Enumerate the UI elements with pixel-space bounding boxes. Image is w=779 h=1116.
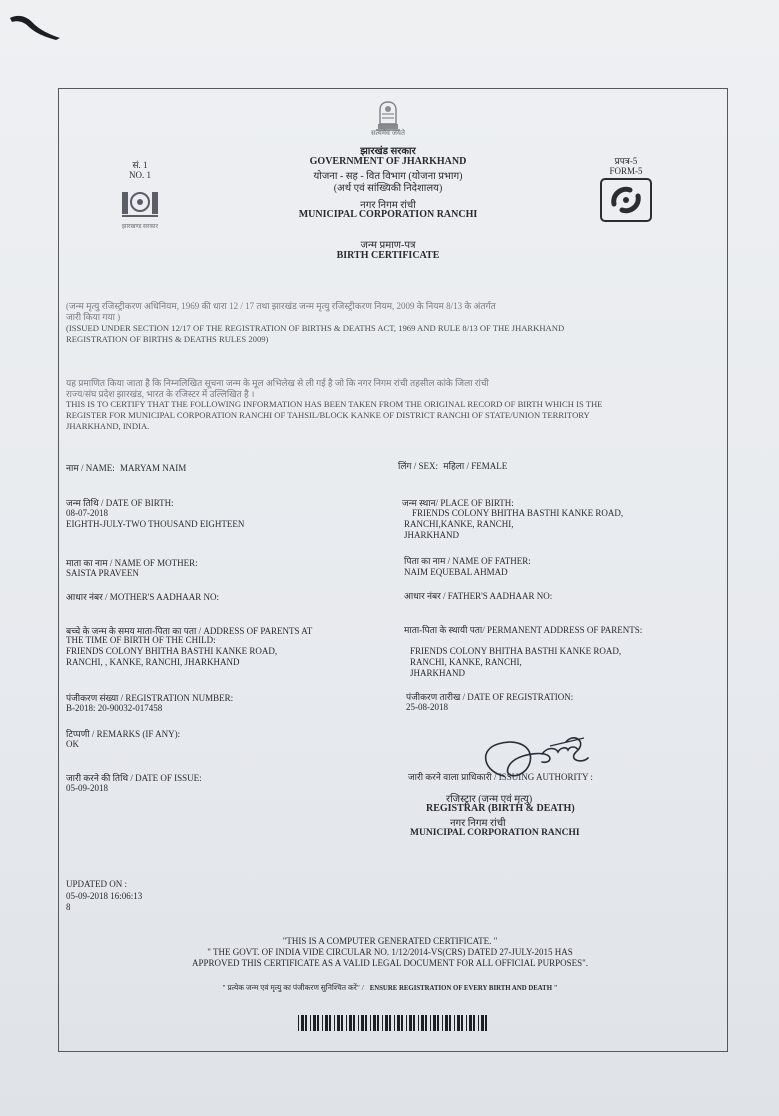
barcode-bar [353,1015,355,1031]
govt-hindi: झारखंड सरकार [360,146,416,157]
registrar-corp-hindi: नगर निगम रांची [450,818,506,829]
footer-slogan [120,983,660,993]
crs-logo-icon [600,178,652,222]
barcode-bar [389,1015,391,1031]
sex-row [398,459,507,472]
reg-date-value: 25-08-2018 [406,702,448,712]
registrar-english: REGISTRAR (BIRTH & DEATH) [426,803,575,814]
name-label: नाम / NAME: [66,463,115,473]
slogan-hindi: " प्रत्येक जन्म एवं मृत्यु का पंजीकरण सुनिश्चित करें" / [222,983,364,992]
barcode-bar [430,1015,431,1031]
updated-value: 05-09-2018 16:06:13 [66,891,143,901]
logo-caption: झारखण्ड सरकार [121,224,159,230]
barcode-bar [317,1015,319,1031]
certify-english-3: JHARKHAND, INDIA. [66,421,150,431]
barcode-bar [481,1015,484,1031]
footer-line-2: " THE GOVT. OF INDIA VIDE CIRCULAR NO. 1/12/2014-VS(CRS) DATED 27-JULY-2015 HAS [207,947,573,957]
corp-hindi: नगर निगम रांची [360,200,416,211]
barcode-bar [454,1015,455,1031]
barcode-bar [478,1015,479,1031]
corp-english: MUNICIPAL CORPORATION RANCHI [298,209,478,220]
barcode-bar [361,1015,364,1031]
remarks-value: OK [66,739,79,749]
barcode-bar [313,1015,316,1031]
certify-hindi-1: यह प्रमाणित किया जाता है कि निम्नलिखित सूचना जन्म के मूल अभिलेख से ली गई है जो कि नगर निगम रांची तहसील कांके जिला रांची [66,378,489,388]
remarks-label: टिप्पणी / REMARKS (IF ANY): [66,729,181,739]
barcode-bar [409,1015,412,1031]
barcode-bar [442,1015,443,1031]
barcode-bar [418,1015,419,1031]
mother-label: माता का नाम / NAME OF MOTHER: [66,558,198,568]
authority-label: जारी करने वाला प्राधिकारी / ISSUING AUTHORITY : [408,772,593,782]
sex-label: लिंग / SEX: [398,461,439,471]
father-value: NAIM EQUEBAL AHMAD [404,567,508,577]
barcode-bar [473,1015,475,1031]
barcode-bar [382,1015,383,1031]
ink-mark [8,10,64,44]
certify-hindi-2: राज्य/संघ प्रदेश झारखंड, भारत के रजिस्टर में उल्लिखित है । [66,389,255,399]
dob-words: EIGHTH-JULY-TWO THOUSAND EIGHTEEN [66,519,245,529]
issue-date-value: 05-09-2018 [66,783,108,793]
name-value: MARYAM NAIM [119,463,187,473]
barcode-bar [449,1015,451,1031]
barcode-bar [373,1015,376,1031]
barcode-bar [377,1015,379,1031]
barcode-bar [337,1015,340,1031]
reg-no-label: पंजीकरण संख्या / REGISTRATION NUMBER: [66,693,234,703]
barcode-bar [334,1015,335,1031]
barcode-bar [394,1015,395,1031]
barcode-bar [485,1015,487,1031]
barcode-bar [341,1015,343,1031]
mother-aadhaar-label: आधार नंबर / MOTHER'S AADHAAR NO: [66,592,219,602]
perm-addr-label: माता-पिता के स्थायी पता/ PERMANENT ADDRESS OF PARENTS: [404,625,643,635]
pob-line-1: FRIENDS COLONY BHITHA BASTHI KANKE ROAD, [412,508,624,518]
addr-birth-line-2: RANCHI, , KANKE, RANCHI, JHARKHAND [66,657,240,667]
barcode-bar [346,1015,347,1031]
page-title: BIRTH CERTIFICATE [336,250,440,261]
footer-line-3: APPROVED THIS CERTIFICATE AS A VALID LEGAL DOCUMENT FOR ALL OFFICIAL PURPOSES". [191,958,589,968]
barcode-bar [401,1015,403,1031]
jharkhand-logo-icon [118,186,162,222]
barcode [298,1015,490,1031]
sex-value: महिला / FEMALE [443,461,508,471]
barcode-bar [445,1015,448,1031]
barcode-bar [385,1015,388,1031]
issued-under-hindi-1: (जन्म मृत्यु रजिस्ट्रीकरण अधिनियम, 1969 की धारा 12 / 17 तथा झारखंड जन्म मृत्यु रजिस्ट्रीकरण नियम, 2009 के नियम 8/13 के अंतर्गत [66,301,496,311]
addr-birth-line-1: FRIENDS COLONY BHITHA BASTHI KANKE ROAD, [66,646,278,656]
dob-label: जन्म तिथि / DATE OF BIRTH: [66,498,174,508]
barcode-bar [425,1015,427,1031]
certify-english-2: REGISTER FOR MUNICIPAL CORPORATION RANCHI OF TAHSIL/BLOCK KANKE OF DISTRICT RANCHI OF STATE/UNION TERRITORY [66,410,590,420]
registrar-corp-english: MUNICIPAL CORPORATION RANCHI [410,828,580,838]
no-hindi: सं. 1 [132,160,148,170]
updated-label: UPDATED ON : [66,879,128,889]
barcode-bar [298,1015,299,1031]
barcode-bar [322,1015,323,1031]
issued-under-english-2: REGISTRATION OF BIRTHS & DEATHS RULES 2009) [66,334,269,344]
footer-line-1: "THIS IS A COMPUTER GENERATED CERTIFICATE. " [282,936,498,946]
barcode-bar [329,1015,331,1031]
barcode-bar [370,1015,371,1031]
barcode-bar [406,1015,407,1031]
reg-date-label: पंजीकरण तारीख / DATE OF REGISTRATION: [406,692,574,702]
addr-birth-label-2: THE TIME OF BIRTH OF THE CHILD: [66,635,216,645]
dob-value: 08-07-2018 [66,508,108,518]
issued-under-hindi-2: जारी किया गया ) [66,312,121,322]
certificate-border [58,88,728,1052]
perm-addr-line-1: FRIENDS COLONY BHITHA BASTHI KANKE ROAD, [410,646,622,656]
pob-line-3: JHARKHAND [404,530,460,540]
barcode-bar [413,1015,415,1031]
barcode-bar [325,1015,328,1031]
slogan-english: ENSURE REGISTRATION OF EVERY BIRTH AND DEATH " [369,985,558,992]
barcode-bar [466,1015,467,1031]
form-hindi: प्रपत्र-5 [614,156,638,166]
title-hindi: जन्म प्रमाण-पत्र [360,240,416,251]
barcode-bar [365,1015,367,1031]
form-english: FORM-5 [609,166,643,176]
certify-english-1: THIS IS TO CERTIFY THAT THE FOLLOWING INFORMATION HAS BEEN TAKEN FROM THE ORIGINAL RECORD OF BIRTH WHICH IS THE [66,399,603,409]
registrar-hindi: रजिस्ट्रार (जन्म एवं मृत्यु) [446,794,533,805]
issue-date-label: जारी करने की तिथि / DATE OF ISSUE: [66,773,202,783]
father-label: पिता का नाम / NAME OF FATHER: [404,556,531,566]
barcode-bar [397,1015,400,1031]
barcode-bar [461,1015,463,1031]
pob-label: जन्म स्थान/ PLACE OF BIRTH: [402,498,514,508]
no-english: NO. 1 [129,170,151,180]
barcode-bar [305,1015,307,1031]
perm-addr-line-2: RANCHI, KANKE, RANCHI, [410,657,522,667]
barcode-bar [349,1015,352,1031]
updated-code: 8 [66,902,71,912]
govt-english: GOVERNMENT OF JHARKHAND [309,156,467,167]
dept-hindi: योजना - सह - वित विभाग (योजना प्रभाग) [313,171,463,182]
pob-line-2: RANCHI,KANKE, RANCHI, [404,519,514,529]
barcode-bar [310,1015,311,1031]
signature-icon [464,728,604,798]
barcode-bar [358,1015,359,1031]
father-aadhaar-label: आधार नंबर / FATHER'S AADHAAR NO: [404,591,553,601]
barcode-bar [457,1015,460,1031]
barcode-bar [437,1015,439,1031]
dept-hindi-2: (अर्थ एवं सांख्यिकी निदेशालय) [333,183,443,194]
barcode-bar [469,1015,472,1031]
issued-under-english-1: (ISSUED UNDER SECTION 12/17 OF THE REGISTRATION OF BIRTHS & DEATHS ACT, 1969 AND RULE 8/13 OF THE JHARKHAND [66,323,565,333]
barcode-bar [421,1015,424,1031]
barcode-bar [301,1015,304,1031]
barcode-bar [433,1015,436,1031]
name-row [66,461,186,474]
emblem-caption: सत्यमेव जयते [371,129,405,137]
reg-no-value: B-2018: 20-90032-017458 [66,703,163,713]
addr-birth-label-1: बच्चे के जन्म के समय माता-पिता का पता / ADDRESS OF PARENTS AT [66,626,313,636]
perm-addr-line-3: JHARKHAND [410,668,466,678]
mother-value: SAISTA PRAVEEN [66,568,139,578]
